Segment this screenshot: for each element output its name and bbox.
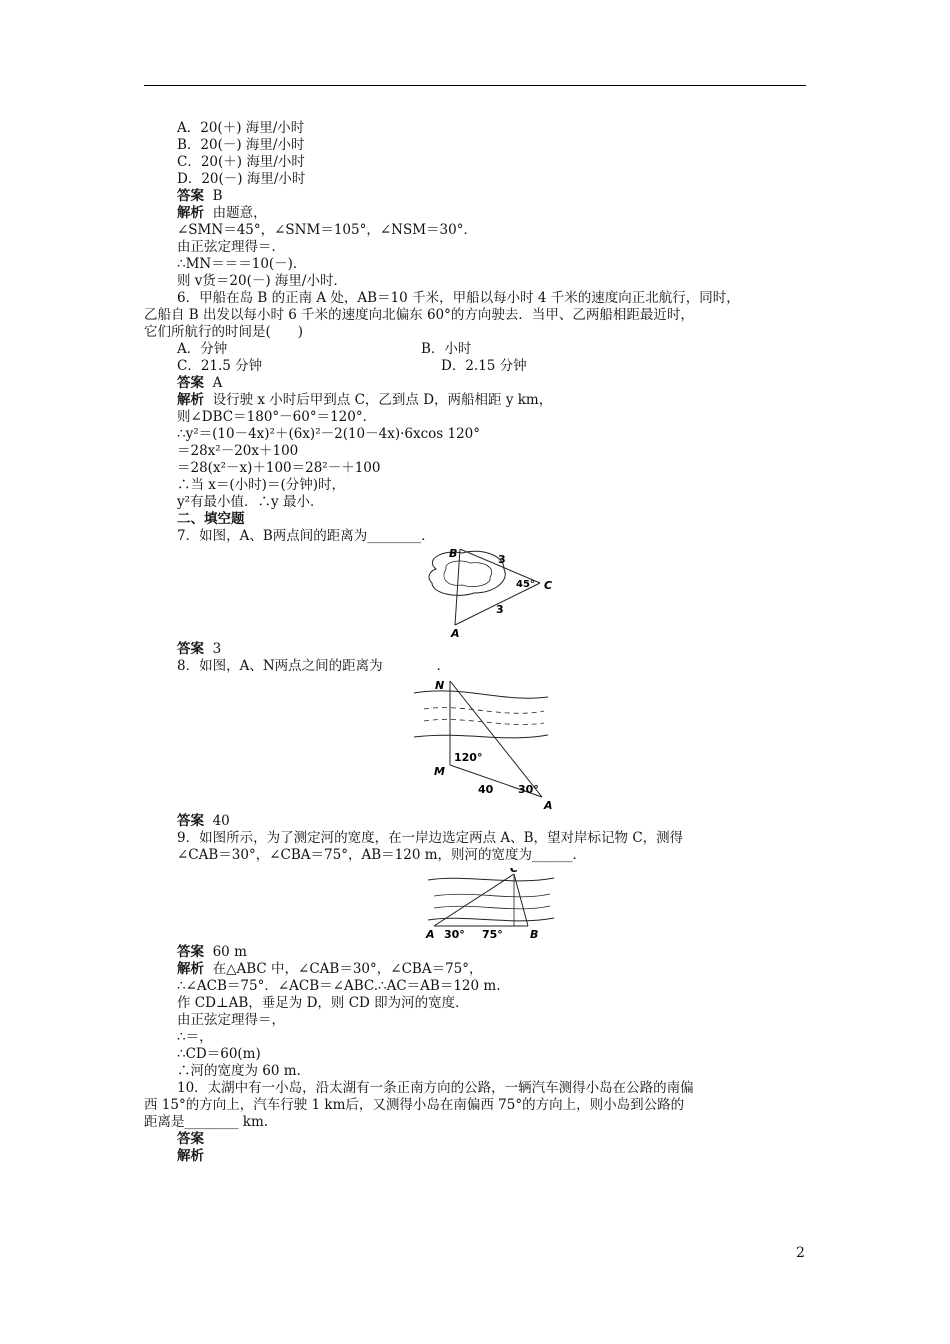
river-bank-bottom [428,918,554,921]
page-content [144,120,806,1165]
section-title: 二、填空题 [177,511,245,527]
q6-option-b: B．小时 [421,341,472,357]
q6-stem-line: 6．甲船在岛 B 的正南 A 处，AB＝10 千米，甲船以每小时 4 千米的速度向正北航行，同时， [177,290,740,306]
label-angle: 45° [516,579,535,590]
label-c: C [544,579,553,592]
label-m: M [434,765,445,778]
q5-option-a: A．20(＋) 海里/小时 [177,120,305,136]
label-a: A [451,627,460,637]
analysis-line: y²有最小值．∴y 最小． [177,494,324,510]
analysis-line: ＝28x²－20x＋100 [177,443,299,459]
river-line [434,894,550,897]
river-dash [424,708,544,714]
analysis-label: 解析 [177,961,204,977]
analysis-line: 由题意， [212,205,267,221]
answer-value: B [212,188,223,204]
label-angle-b: 75° [482,928,503,940]
q6-options-row [144,341,806,358]
answer-label: 答案 [177,813,204,829]
river-line [434,906,550,909]
label-side: 40 [478,783,494,796]
analysis-line: ∴MN＝＝＝10(－)． [177,256,307,272]
segment-ab [455,549,460,625]
q8-figure [144,679,806,809]
q5-analysis [144,205,806,222]
q6-stem-line: 它们所航行的时间是( ) [144,324,304,340]
analysis-line: ∠SMN＝45°，∠SNM＝105°，∠NSM＝30°． [177,222,477,238]
answer-value: 3 [212,641,222,657]
q7-stem: 7．如图，A、B两点间的距离为________． [177,528,435,544]
label-a: A [544,799,553,809]
q10-analysis-label: 解析 [177,1148,204,1164]
answer-value: A [212,375,223,391]
island-shape [429,551,505,595]
q7-triangle-diagram [144,549,806,637]
q8-stem: 8．如图，A、N两点之间的距离为 ． [177,658,451,674]
river-bank-top [414,691,548,698]
analysis-line: 由正弦定理得＝． [177,239,285,255]
analysis-line: 作 CD⊥AB，垂足为 D，则 CD 即为河的宽度． [177,995,469,1011]
label-side-top: 3 [498,553,506,566]
q8-answer [144,813,806,830]
q5-option-d: D．20(－) 海里/小时 [177,171,306,187]
label-angle-a: 30° [444,928,465,940]
river-bank-top [428,878,554,881]
q9-stem-line: 9．如图所示，为了测定河的宽度，在一岸边选定两点 A、B，望对岸标记物 C，测得 [177,830,684,846]
analysis-line: 在△ABC 中，∠CAB＝30°，∠CBA＝75°， [212,961,483,977]
answer-label: 答案 [177,375,204,391]
q7-figure [144,549,806,637]
label-b: B [449,549,458,560]
q5-option-b: B．20(－) 海里/小时 [177,137,305,153]
label-a: A [426,928,435,940]
analysis-line: ∴＝， [177,1029,213,1045]
q6-options-row [144,358,806,375]
answer-label: 答案 [177,944,204,960]
q6-option-c: C．21.5 分钟 [177,358,263,374]
q10-stem-line: 10．太湖中有一小岛，沿太湖有一条正南方向的公路，一辆汽车测得小岛在公路的南偏 [177,1080,694,1096]
analysis-line: 则∠DBC＝180°－60°＝120°． [177,409,377,425]
label-n: N [435,679,445,692]
q6-option-a: A．分钟 [177,341,228,357]
analysis-line: ＝28(x²－x)＋100＝28²－＋100 [177,460,381,476]
analysis-line: ∴y²＝(10－4x)²＋(6x)²－2(10－4x)·6xcos 120° [177,426,481,442]
q10-answer-label: 答案 [177,1131,204,1147]
analysis-line: ∴当 x＝(小时)＝(分钟)时， [177,477,345,493]
q6-answer [144,375,806,392]
answer-label: 答案 [177,641,204,657]
q5-answer [144,188,806,205]
q10-stem-line: 西 15°的方向上，汽车行驶 1 km后，又测得小岛在南偏西 75°的方向上，则小岛到公路的 [144,1097,685,1113]
analysis-line: ∴河的宽度为 60 m. [177,1063,301,1079]
label-angle-m: 120° [454,751,483,764]
q9-figure [144,868,806,940]
answer-value: 40 [212,813,230,829]
q8-river-diagram [144,679,806,809]
analysis-label: 解析 [177,205,204,221]
q6-stem-line: 乙船自 B 出发以每小时 6 千米的速度向北偏东 60°的方向驶去．当甲、乙两船相距最近时， [144,307,694,323]
analysis-line: 设行驶 x 小时后甲到点 C，乙到点 D，两船相距 y km， [212,392,553,408]
island-inner [444,561,492,587]
segment-bc [514,874,528,926]
label-b: B [530,928,539,940]
q6-analysis [144,392,806,409]
header-rule [144,85,806,86]
label-c: C [510,868,519,875]
q5-option-c: C．20(＋) 海里/小时 [177,154,305,170]
q9-answer [144,944,806,961]
q7-answer [144,641,806,658]
q9-stem-line: ∠CAB＝30°，∠CBA＝75°，AB＝120 m，则河的宽度为______． [177,847,587,863]
label-angle-a: 30° [518,783,539,796]
analysis-line: 则 v货＝20(－) 海里/小时． [177,273,347,289]
q9-river-diagram [144,868,806,940]
river-bank-bottom [414,735,548,738]
q10-stem-line: 距离是________ km. [144,1114,269,1130]
q6-option-d: D．2.15 分钟 [441,358,527,374]
q9-analysis [144,961,806,978]
answer-label: 答案 [177,188,204,204]
label-side-bottom: 3 [496,603,504,616]
analysis-line: ∴∠ACB＝75°．∠ACB＝∠ABC.∴AC＝AB＝120 m. [177,978,501,994]
analysis-line: ∴CD＝60(m) [177,1046,261,1062]
page-number: 2 [796,1245,805,1261]
segment-ac [434,874,514,926]
analysis-label: 解析 [177,392,204,408]
answer-value: 60 m [212,944,247,960]
analysis-line: 由正弦定理得＝， [177,1012,285,1028]
